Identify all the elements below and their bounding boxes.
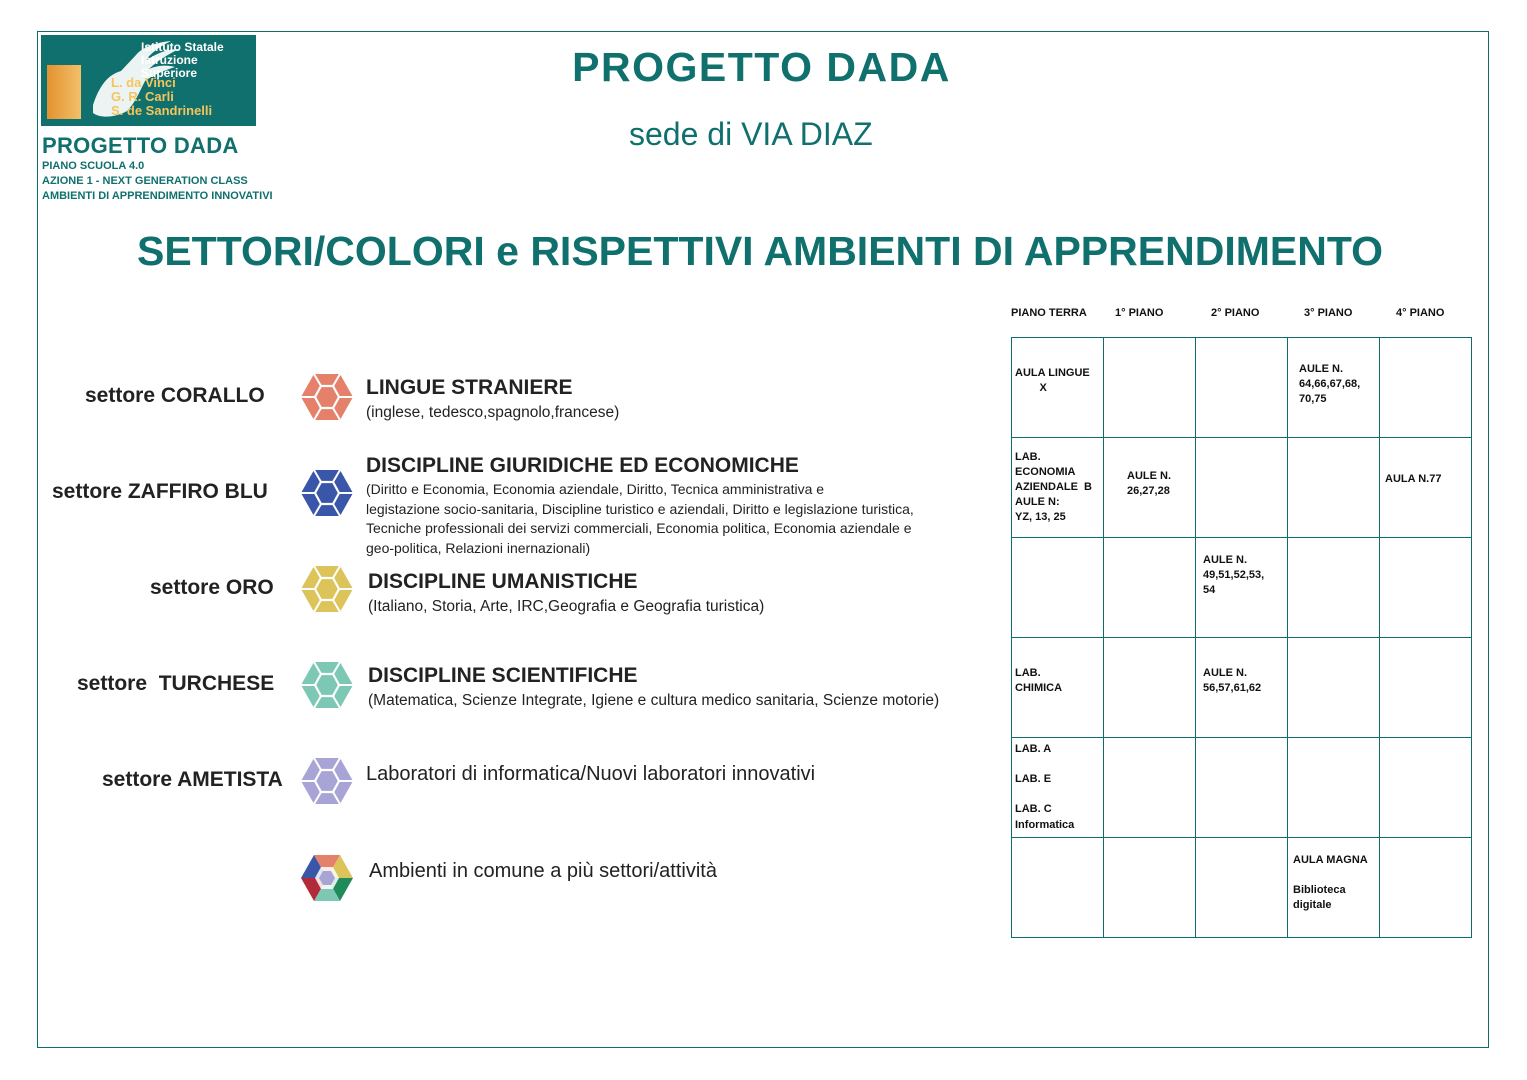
- discipline-desc-umanistiche: (Italiano, Storia, Arte, IRC,Geografia e Geografia turistica): [368, 598, 765, 615]
- grid-cell: [1196, 538, 1288, 638]
- grid-cell: [1196, 338, 1288, 438]
- hexagon-amethyst-icon: [300, 756, 354, 806]
- grid-cell-text: Informatica: [1015, 819, 1075, 831]
- page-subtitle: sede di VIA DIAZ: [629, 116, 873, 152]
- grid-cell: [1104, 538, 1196, 638]
- grid-cell: [1196, 638, 1288, 738]
- grid-cell: [1104, 738, 1196, 838]
- grid-cell: [1288, 338, 1380, 438]
- grid-cell: [1380, 338, 1472, 438]
- floor-header-3: 3° PIANO: [1304, 307, 1353, 319]
- hexagon-coral-icon: [300, 372, 354, 422]
- grid-cell: [1104, 338, 1196, 438]
- grid-cell: [1380, 838, 1472, 938]
- grid-cell-text: AULA MAGNA Biblioteca digitale: [1293, 854, 1368, 911]
- grid-cell: [1104, 438, 1196, 538]
- floor-header-1: 1° PIANO: [1115, 307, 1164, 319]
- grid-cell: [1380, 638, 1472, 738]
- floor-header-4: 4° PIANO: [1396, 307, 1445, 319]
- logo-institute-text: Istituto Statale Istruzione Superiore: [141, 40, 224, 80]
- grid-cell: [1380, 438, 1472, 538]
- grid-cell: [1012, 538, 1104, 638]
- hexagon-sapphire-icon: [300, 468, 354, 518]
- logo-school-names: L. da Vinci G. R. Carli S. de Sandrinelli: [111, 75, 213, 118]
- grid-cell: [1380, 738, 1472, 838]
- grid-cell: [1012, 438, 1104, 538]
- discipline-desc-lingue: (inglese, tedesco,spagnolo,francese): [366, 404, 620, 421]
- grid-cell: [1104, 838, 1196, 938]
- grid-cell-text: AULE N. 56,57,61,62: [1203, 667, 1262, 694]
- grid-cell: [1288, 638, 1380, 738]
- grid-cell: [1288, 838, 1380, 938]
- floor-header-2: 2° PIANO: [1211, 307, 1260, 319]
- hexagon-turquoise-icon: [300, 660, 354, 710]
- grid-cell: [1196, 738, 1288, 838]
- grid-cell: [1288, 438, 1380, 538]
- grid-cell-text: AULE N. 49,51,52,53, 54: [1203, 554, 1265, 596]
- grid-cell: [1104, 638, 1196, 738]
- grid-cell-text: LAB. A LAB. E LAB. C: [1015, 743, 1052, 815]
- grid-cell: [1012, 838, 1104, 938]
- sector-label-ametista: settore AMETISTA: [102, 768, 283, 791]
- sector-label-turchese: settore TURCHESE: [77, 672, 275, 695]
- discipline-laboratori: Laboratori di informatica/Nuovi laboratori innovativi: [366, 763, 816, 785]
- grid-cell-text: AULA N.77: [1385, 473, 1442, 485]
- sidebar-subtitle: PIANO SCUOLA 4.0 AZIONE 1 - NEXT GENERATION CLASS AMBIENTI DI APPRENDIMENTO INNOVATIVI: [42, 160, 273, 202]
- grid-cell-text: AULE N. 26,27,28: [1127, 470, 1171, 497]
- page-title: PROGETTO DADA: [572, 44, 951, 90]
- hexagon-gold-icon: [300, 564, 354, 614]
- sidebar-title: PROGETTO DADA: [42, 133, 239, 158]
- grid-cell: [1196, 438, 1288, 538]
- sector-label-oro: settore ORO: [150, 576, 274, 599]
- discipline-title-lingue: LINGUE STRANIERE: [366, 376, 573, 399]
- discipline-title-giuridiche: DISCIPLINE GIURIDICHE ED ECONOMICHE: [366, 454, 799, 477]
- discipline-title-umanistiche: DISCIPLINE UMANISTICHE: [368, 570, 638, 593]
- discipline-desc-giuridiche: (Diritto e Economia, Economia aziendale, Diritto, Tecnica amministrativa e legistazione socio-sanitaria, Discipline turistico e aziendali, Diritto e legislazione turistica, Tecniche professionali dei servizi commerciali, Economia politica, Economia aziendale e geo-politica, Relazioni inernazionali): [366, 481, 914, 556]
- grid-cell: [1012, 738, 1104, 838]
- grid-cell-text: AULE N. 64,66,67,68, 70,75: [1299, 363, 1361, 405]
- grid-cell-text: LAB. CHIMICA: [1015, 667, 1063, 694]
- grid-cell: [1012, 638, 1104, 738]
- sector-label-zaffiro: settore ZAFFIRO BLU: [52, 480, 268, 503]
- section-heading: SETTORI/COLORI e RISPETTIVI AMBIENTI DI APPRENDIMENTO: [136, 228, 1384, 274]
- grid-cell-text: LAB. ECONOMIA AZIENDALE B AULE N: YZ, 13, 25: [1015, 451, 1092, 523]
- discipline-desc-scientifiche: (Matematica, Scienze Integrate, Igiene e cultura medico sanitaria, Scienze motorie): [368, 692, 940, 709]
- hexagon-multicolor-icon: [300, 853, 354, 903]
- discipline-title-scientifiche: DISCIPLINE SCIENTIFICHE: [368, 664, 638, 687]
- discipline-ambienti-comuni: Ambienti in comune a più settori/attività: [369, 860, 717, 882]
- grid-cell: [1288, 738, 1380, 838]
- grid-cell: [1380, 538, 1472, 638]
- grid-cell-text: AULA LINGUE X: [1015, 367, 1090, 394]
- grid-cell: [1196, 838, 1288, 938]
- sector-label-corallo: settore CORALLO: [85, 384, 265, 407]
- rooms-grid: [1011, 337, 1472, 938]
- floor-header-0: PIANO TERRA: [1011, 307, 1087, 319]
- grid-cell: [1012, 338, 1104, 438]
- grid-cell: [1288, 538, 1380, 638]
